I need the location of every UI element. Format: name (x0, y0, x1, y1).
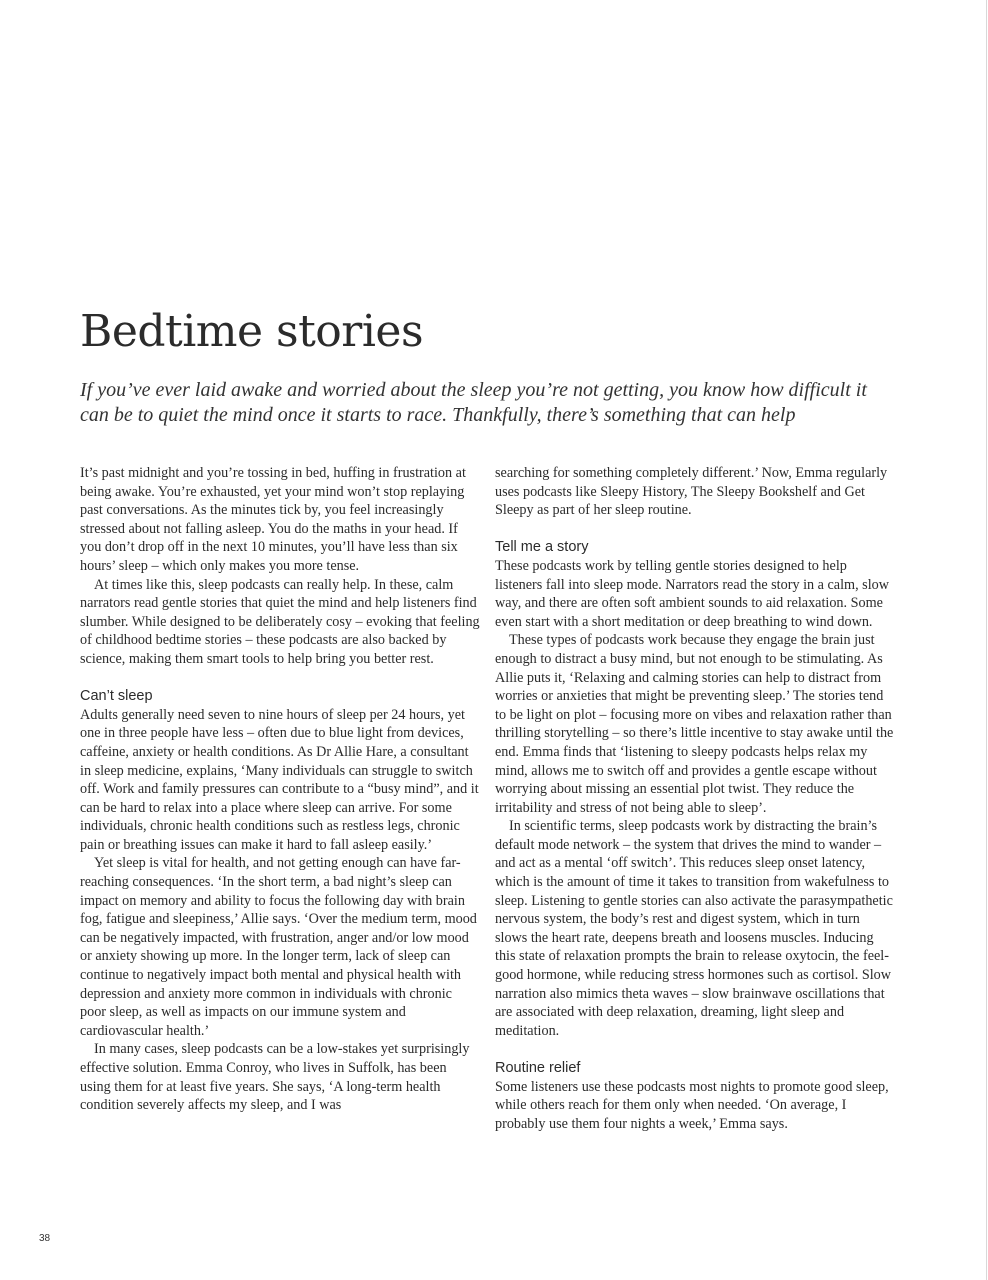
paragraph: These podcasts work by telling gentle stories designed to help listeners fall into sleep mode. Narrators read the story in a calm, slow way, and there are often soft ambient sounds to aid relaxation. Some even start with a short meditation or deep breathing to wind down. (495, 557, 889, 630)
paragraph: These types of podcasts work because they engage the brain just enough to distract a busy mind, but not enough to be stimulating. As Allie puts it, ‘Relaxing and calming stories can help to distract from worries or anxieties that might be preventing sleep.’ The stories tend to be light on plot – focusing more on vibes and relaxation rather than thrilling storytelling – so there’s little incentive to stay awake until the end. Emma finds that ‘listening to sleepy podcasts helps relax my mind, allows me to switch off and provides a gentle escape without worrying about missing an essential plot twist. They reduce the irritability and stress of not being able to sleep’. (495, 632, 894, 816)
article-title: Bedtime stories (80, 306, 424, 357)
page-edge (986, 0, 987, 1280)
paragraph: Adults generally need seven to nine hours of sleep per 24 hours, yet one in three people have less – often due to blue light from devices, caffeine, anxiety or health conditions. As Dr Allie Hare, a consultant in sleep medicine, explains, ‘Many individuals can struggle to switch off. Work and family pressures can contribute to a “busy mind”, and it can be hard to relax into a place where sleep can arrive. For some individuals, chronic health conditions such as restless legs, chronic pain or breathing issues can make it hard to fall asleep easily.’ (80, 706, 479, 853)
page-number: 38 (39, 1233, 51, 1244)
paragraph: Some listeners use these podcasts most nights to promote good sleep, while others reach for them only when needed. ‘On average, I probably use them four nights a week,’ Emma says. (495, 1078, 889, 1132)
paragraph: searching for something completely different.’ Now, Emma regularly uses podcasts like Sleepy History, The Sleepy Bookshelf and Get Sleepy as part of her sleep routine. (495, 465, 888, 519)
left-column (80, 464, 480, 1115)
section-heading: Routine relief (495, 1060, 581, 1076)
paragraph: Yet sleep is vital for health, and not getting enough can have far-reaching consequences. ‘In the short term, a bad night’s sleep can impact on memory and ability to focus the following day with brain fog, fatigue and sleepiness,’ Allie says. ‘Over the medium term, mood can be negatively impacted, with frustration, anger and/or low mood or anxiety showing up more. In the longer term, lack of sleep can continue to negatively impact both mental and physical health with depression and anxiety more common in individuals with chronic poor sleep, as well as impacts on our immune system and cardiovascular health.’ (80, 855, 477, 1039)
article-standfirst: If you’ve ever laid awake and worried about the sleep you’re not getting, you know how difficult it can be to quiet the mind once it starts to race. Thankfully, there’s something that can help (80, 379, 867, 426)
section-heading: Can’t sleep (80, 688, 153, 705)
right-column (495, 464, 895, 1133)
section-heading: Tell me a story (495, 539, 589, 556)
paragraph: In scientific terms, sleep podcasts work by distracting the brain’s default mode network – the system that drives the mind to wander – and act as a mental ‘off switch’. This reduces sleep onset latency, which is the amount of time it takes to transition from wakefulness to sleep. Listening to gentle stories can also activate the parasympathetic nervous system, the body’s rest and digest system, which in turn slows the heart rate, deepens breath and loosens muscles. Inducing this state of relaxation prompts the brain to release oxytocin, the feel-good hormone, while reducing stress hormones such as cortisol. Slow narration also mimics theta waves – slow brainwave oscillations that are associated with deep relaxation, dreaming, light sleep and meditation. (495, 818, 893, 1039)
paragraph: In many cases, sleep podcasts can be a low-stakes yet surprisingly effective solution. Emma Conroy, who lives in Suffolk, has been using them for at least five years. She says, ‘A long-term health condition severely affects my sleep, and I was (80, 1041, 470, 1114)
paragraph: At times like this, sleep podcasts can really help. In these, calm narrators read gentle stories that quiet the mind and help listeners find slumber. While designed to be deliberately cosy – evoking that feeling of childhood bedtime stories – these podcasts are also backed by science, making them smart tools to help bring you better rest. (80, 576, 480, 667)
paragraph: It’s past midnight and you’re tossing in bed, huffing in frustration at being awake. You’re exhausted, yet your mind won’t stop replaying past conversations. As the minutes tick by, you feel increasingly stressed about not falling asleep. You do the maths in your head. If you don’t drop off in the next 10 minutes, you’ll have less than six hours’ sleep – which only makes you more tense. (80, 465, 466, 574)
